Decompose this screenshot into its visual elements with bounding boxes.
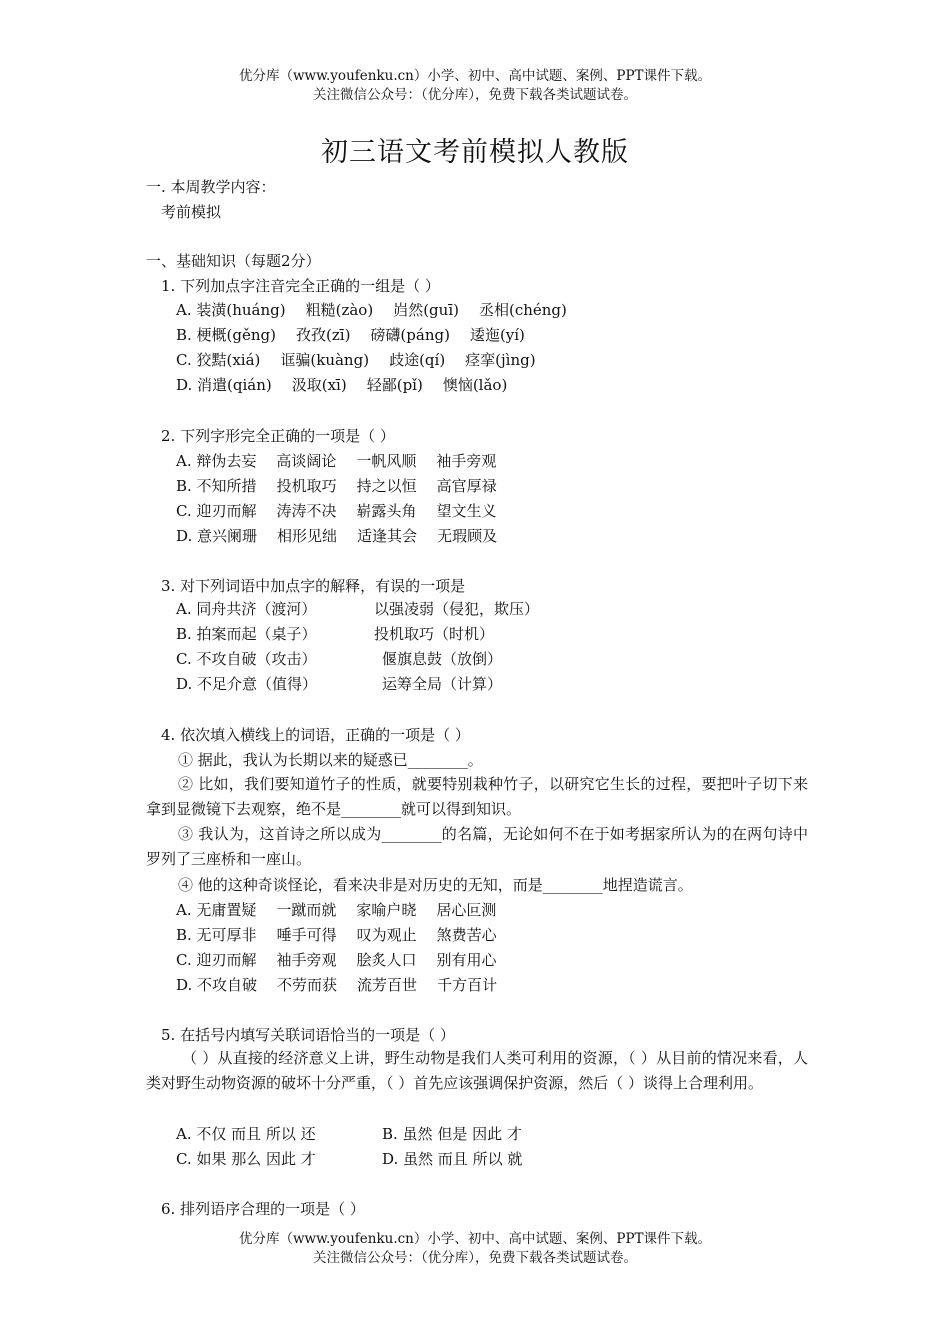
section-heading: 一、基础知识（每题2分） bbox=[146, 252, 321, 270]
option-text: 懊恼(lǎo) bbox=[442, 376, 508, 394]
option-text: 一帆风顺 bbox=[356, 452, 417, 470]
option-text: C. 不攻自破（攻击） bbox=[176, 650, 317, 668]
option-text: A. 无庸置疑 bbox=[176, 901, 257, 919]
option-text: 高谈阔论 bbox=[276, 452, 337, 470]
question-3-option-c bbox=[176, 648, 522, 670]
question-4-option-a bbox=[176, 899, 516, 921]
option-text: B. 拍案而起（桌子） bbox=[176, 625, 317, 643]
question-3-stem: 3. 对下列词语中加点字的解释，有误的一项是 bbox=[161, 577, 466, 595]
question-2-option-c bbox=[176, 500, 517, 522]
option-text: 持之以恒 bbox=[356, 477, 417, 495]
option-text: D. 消遣(qián) bbox=[176, 376, 272, 394]
question-3-option-a bbox=[176, 598, 559, 620]
question-6-stem: 6. 排列语序合理的一项是（ ） bbox=[161, 1200, 365, 1218]
option-text: B. 虽然 但是 因此 才 bbox=[382, 1125, 522, 1143]
option-text: 运筹全局（计算） bbox=[382, 675, 503, 693]
question-4-option-d bbox=[176, 974, 517, 996]
option-text: 唾手可得 bbox=[276, 926, 337, 944]
option-text: 汲取(xī) bbox=[291, 376, 347, 394]
option-text: 投机取巧 bbox=[276, 477, 337, 495]
option-text: D. 不足介意（值得） bbox=[176, 675, 318, 693]
question-5-passage: （ ）从直接的经济意义上讲，野生动物是我们人类可利用的资源，（ ）从目前的情况来看，人类对野生动物资源的破坏十分严重，（ ）首先应该强调保护资源，然后（ ）谈得上合理利用。 bbox=[146, 1049, 808, 1092]
option-text: 以强凌弱（侵犯，欺压） bbox=[374, 600, 540, 618]
question-5-options-row-1 bbox=[176, 1123, 542, 1145]
option-text: D. 不攻自破 bbox=[176, 976, 258, 994]
option-text: A. 同舟共济（渡河） bbox=[176, 600, 317, 618]
question-4-option-b bbox=[176, 924, 517, 946]
option-text: D. 虽然 而且 所以 就 bbox=[382, 1150, 523, 1168]
header-line-2: 关注微信公众号：（优分库），免费下载各类试题试卷。 bbox=[313, 87, 637, 103]
option-text: 高官厚禄 bbox=[436, 477, 497, 495]
question-2-option-b bbox=[176, 475, 517, 497]
option-text: 涛涛不决 bbox=[276, 502, 337, 520]
option-text: 岿然(guī) bbox=[393, 301, 459, 319]
question-4-sentence-2: ② 比如，我们要知道竹子的性质，就要特别栽种竹子，以研究它生长的过程，要把叶子切下来拿到显微镜下去观察，绝不是________就可以得到知识。 bbox=[146, 775, 808, 818]
option-text: 相形见绌 bbox=[277, 527, 338, 545]
document-title: 初三语文考前模拟人教版 bbox=[321, 137, 629, 168]
option-text: C. 迎刃而解 bbox=[176, 502, 257, 520]
option-text: 叹为观止 bbox=[356, 926, 417, 944]
option-text: C. 狡黠(xiá) bbox=[176, 351, 261, 369]
option-text: 脍炙人口 bbox=[356, 951, 417, 969]
question-4-stem: 4. 依次填入横线上的词语，正确的一项是（ ） bbox=[161, 726, 470, 744]
option-text: 袖手旁观 bbox=[436, 452, 497, 470]
header-line-1: 优分库（www.youfenku.cn）小学、初中、高中试题、案例、PPT课件下载。 bbox=[238, 68, 712, 84]
option-text: 煞费苦心 bbox=[436, 926, 497, 944]
option-text: B. 不知所措 bbox=[176, 477, 257, 495]
footer-line-2: 关注微信公众号：（优分库），免费下载各类试题试卷。 bbox=[313, 1250, 637, 1266]
question-2-option-a bbox=[176, 450, 516, 472]
option-text: C. 迎刃而解 bbox=[176, 951, 257, 969]
option-text: 逶迤(yí) bbox=[469, 326, 525, 344]
option-text: D. 意兴阑珊 bbox=[176, 527, 258, 545]
option-text: 一蹴而就 bbox=[276, 901, 337, 919]
page-header bbox=[0, 67, 950, 105]
question-1-options bbox=[176, 299, 587, 321]
page-footer bbox=[0, 1230, 950, 1268]
option-text: 孜孜(zī) bbox=[296, 326, 351, 344]
question-4-sentence-4: ④ 他的这种奇谈怪论，看来决非是对历史的无知，而是________地捏造谎言。 bbox=[178, 876, 693, 894]
option-text: 无瑕顾及 bbox=[437, 527, 498, 545]
option-text: 家喻户晓 bbox=[356, 901, 417, 919]
option-text: 粗糙(zào) bbox=[305, 301, 374, 319]
question-5-stem: 5. 在括号内填写关联词语恰当的一项是（ ） bbox=[161, 1026, 455, 1044]
option-text: C. 如果 那么 因此 才 bbox=[176, 1150, 316, 1168]
option-text: 投机取巧（时机） bbox=[374, 625, 495, 643]
question-2-option-d bbox=[176, 525, 517, 547]
option-text: 诓骗(kuàng) bbox=[280, 351, 370, 369]
option-text: 痉挛(jìng) bbox=[465, 351, 536, 369]
option-text: 居心叵测 bbox=[436, 901, 497, 919]
question-3-option-d bbox=[176, 673, 522, 695]
option-text: B. 梗概(gěng) bbox=[176, 326, 277, 344]
question-5-options-row-2 bbox=[176, 1148, 542, 1170]
option-text: A. 辩伪去妄 bbox=[176, 452, 257, 470]
option-text: 别有用心 bbox=[436, 951, 497, 969]
option-text: B. 无可厚非 bbox=[176, 926, 257, 944]
option-text: 不劳而获 bbox=[277, 976, 338, 994]
intro-heading: 一. 本周教学内容： bbox=[146, 178, 276, 196]
option-text: 丞相(chéng) bbox=[478, 301, 567, 319]
footer-line-1: 优分库（www.youfenku.cn）小学、初中、高中试题、案例、PPT课件下载。 bbox=[238, 1231, 712, 1247]
question-2-stem: 2. 下列字形完全正确的一项是（ ） bbox=[161, 427, 395, 445]
option-text: A. 装潢(huáng) bbox=[176, 301, 286, 319]
intro-content: 考前模拟 bbox=[161, 203, 222, 221]
option-text: 偃旗息鼓（放倒） bbox=[382, 650, 503, 668]
question-4-sentence-3: ③ 我认为，这首诗之所以成为________的名篇，无论如何不在于如考据家所认为的在两句诗中罗列了三座桥和一座山。 bbox=[146, 825, 808, 868]
question-3-option-b bbox=[176, 623, 514, 645]
option-text: 适逢其会 bbox=[357, 527, 418, 545]
question-4-option-c bbox=[176, 949, 517, 971]
option-text: A. 不仅 而且 所以 还 bbox=[176, 1125, 316, 1143]
option-text: 千方百计 bbox=[437, 976, 498, 994]
option-text: 轻鄙(pǐ) bbox=[366, 376, 423, 394]
option-text: 歧途(qí) bbox=[389, 351, 446, 369]
option-text: 磅礴(páng) bbox=[370, 326, 450, 344]
question-1-option-b bbox=[176, 324, 545, 346]
question-4-sentence-1: ① 据此，我认为长期以来的疑惑已________。 bbox=[178, 751, 483, 769]
question-1-option-d bbox=[176, 374, 527, 396]
question-1-stem: 1. 下列加点字注音完全正确的一组是（ ） bbox=[161, 277, 440, 295]
question-1-option-c bbox=[176, 349, 556, 371]
option-text: 袖手旁观 bbox=[276, 951, 337, 969]
option-text: 望文生义 bbox=[436, 502, 497, 520]
option-text: 崭露头角 bbox=[356, 502, 417, 520]
option-text: 流芳百世 bbox=[357, 976, 418, 994]
